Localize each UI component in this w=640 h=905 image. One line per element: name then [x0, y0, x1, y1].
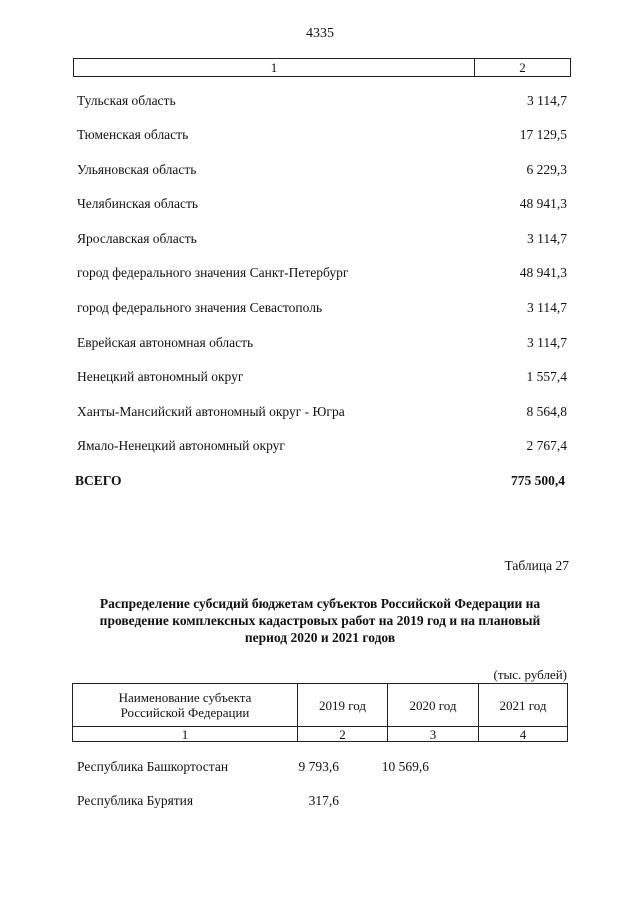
page-number: 4335: [306, 26, 334, 41]
table-title: [70, 595, 570, 646]
table-row: [77, 125, 567, 145]
region-value: 17 129,5: [519, 127, 567, 142]
total-value: 775 500,4: [511, 473, 565, 488]
table-row: [77, 263, 567, 283]
region-value: 3 114,7: [527, 93, 567, 108]
value-2020: 10 569,6: [381, 759, 429, 774]
region-name: Ульяновская область: [77, 162, 197, 177]
table-row: [77, 91, 567, 111]
column-number: 1: [73, 727, 298, 742]
column-header-2021: 2021 год: [479, 684, 568, 727]
region-name: Ямало-Ненецкий автономный округ: [77, 438, 285, 453]
table-row: [77, 298, 567, 318]
table-row: [77, 333, 567, 353]
region-name: Ярославская область: [77, 231, 197, 246]
column-header-name: [73, 684, 298, 727]
region-value: 3 114,7: [527, 335, 567, 350]
column-header-line: Российской Федерации: [120, 705, 250, 720]
table-title-line: Распределение субсидий бюджетам субъектов Российской Федерации на: [99, 596, 541, 611]
region-value: 3 114,7: [527, 300, 567, 315]
table-row: [77, 229, 567, 249]
region-name: город федерального значения Санкт-Петербург: [77, 265, 349, 280]
table-row: [77, 791, 557, 811]
column-header-2019: 2019 год: [298, 684, 388, 727]
table-row: [77, 160, 567, 180]
region-name: Тюменская область: [77, 127, 189, 142]
region-value: 3 114,7: [527, 231, 567, 246]
total-row: [75, 471, 565, 491]
region-name: Ханты-Мансийский автономный округ - Югра: [77, 404, 345, 419]
region-value: 48 941,3: [519, 196, 567, 211]
table-number-label: Таблица 27: [504, 558, 569, 573]
top-table-col-2: 2: [519, 60, 526, 75]
region-value: 8 564,8: [526, 404, 567, 419]
table-row: [77, 757, 557, 777]
column-header-line: Наименование субъекта: [118, 690, 252, 705]
column-number: 2: [298, 727, 388, 742]
table-title-line: проведение комплексных кадастровых работ на 2019 год и на плановый: [99, 613, 541, 628]
region-value: 6 229,3: [526, 162, 567, 177]
column-header-2020: 2020 год: [388, 684, 479, 727]
value-2019: 9 793,6: [298, 759, 339, 774]
region-name: город федерального значения Севастополь: [77, 300, 323, 315]
top-table-col-1: 1: [74, 59, 475, 76]
region-name: Тульская область: [77, 93, 176, 108]
region-value: 2 767,4: [526, 438, 567, 453]
table-title-line: период 2020 и 2021 годов: [244, 630, 396, 645]
total-label: ВСЕГО: [75, 473, 122, 488]
region-name: Ненецкий автономный округ: [77, 369, 244, 384]
table-row: [77, 436, 567, 456]
region-name: Челябинская область: [77, 196, 199, 211]
region-value: 1 557,4: [526, 369, 567, 384]
column-number: 3: [388, 727, 479, 742]
table-row: [77, 367, 567, 387]
value-2019: 317,6: [308, 793, 339, 808]
table27-header: [72, 683, 568, 742]
region-name: Еврейская автономная область: [77, 335, 254, 350]
top-table-header: [73, 58, 571, 77]
region-name: Республика Башкортостан: [77, 759, 229, 774]
table-row: [77, 194, 567, 214]
region-value: 48 941,3: [519, 265, 567, 280]
table-row: [77, 402, 567, 422]
units-label: (тыс. рублей): [493, 667, 567, 682]
column-number: 4: [479, 727, 568, 742]
region-name: Республика Бурятия: [77, 793, 194, 808]
